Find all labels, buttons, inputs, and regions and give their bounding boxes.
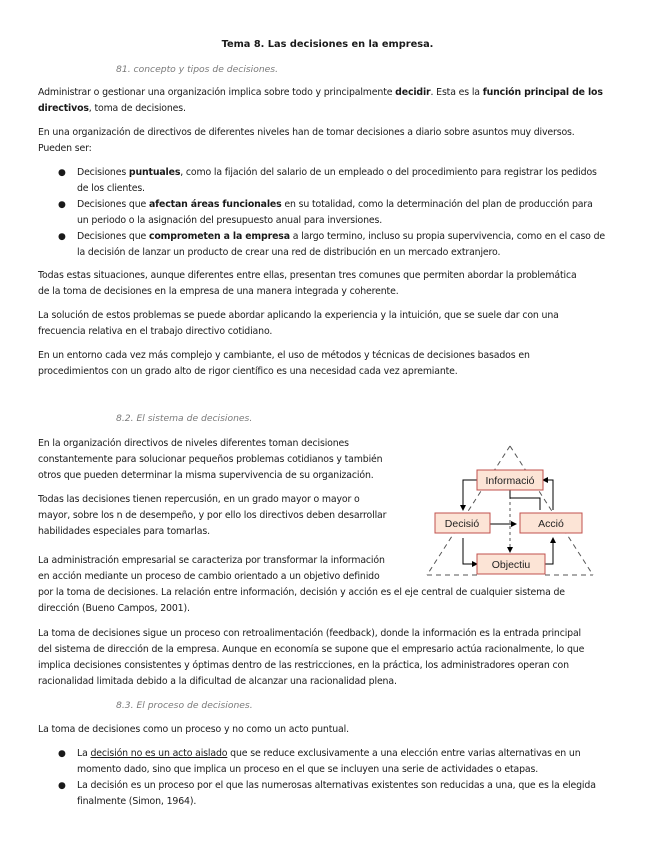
decision-system-diagram — [425, 440, 625, 585]
section-heading-3: 8.3. El proceso de decisiones. — [116, 700, 253, 711]
paragraph-4: La solución de estos problemas se puede abordar aplicando la experiencia y la intuición, que se suele dar con una frecuencia relativa en el trabajo directivo cotidiano. — [38, 310, 559, 337]
decision-label: Decisió — [444, 518, 480, 530]
section-heading-2: 8.2. El sistema de decisiones. — [116, 413, 253, 424]
bullet-icon: ● — [58, 168, 66, 178]
list-item: La decisión es un proceso por el que las numerosas alternativas existentes son reducidas a una, que es la elegida finalmente (Simon, 1964). — [77, 780, 596, 807]
page-title: Tema 8. Las decisiones en la empresa. — [221, 39, 434, 50]
bullet-icon: ● — [58, 781, 66, 791]
paragraph-7: Todas las decisiones tienen repercusión, en un grado mayor o mayor o mayor, sobre los n de desempeño, y por ello los directivos deben desarrollar habilidades especiales para tomarlas. — [38, 494, 387, 537]
bullet-icon: ● — [58, 232, 66, 242]
section-heading-1: 81. concepto y tipos de decisiones. — [116, 64, 279, 75]
bullet-icon: ● — [58, 749, 66, 759]
list-item: Decisiones que afectan áreas funcionales en su totalidad, como la determinación del plan de producción para un periodo o la asignación del presupuesto anual para inversiones. — [77, 199, 593, 226]
paragraph-1: Administrar o gestionar una organización implica sobre todo y principalmente decidir. Esta es la función principal de los directivos, toma de decisiones. — [38, 87, 603, 114]
information-label: Informació — [485, 475, 535, 487]
paragraph-9: La toma de decisiones sigue un proceso con retroalimentación (feedback), donde la información es la entrada principal del sistema de dirección de la empresa. Aunque en economía se supone que el empresario actúa racionalmente, lo que implica decisiones consistentes y óptimas dentro de las restricciones, en la práctica, los administradores operan con racionalidad limitada debido a la dificultad de alcanzar una racionalidad plena. — [38, 628, 585, 687]
paragraph-6: En la organización directivos de niveles diferentes toman decisiones constantemente para solucionar pequeños problemas cotidianos y también otros que pueden determinar la misma supervivencia de su organización. — [38, 438, 383, 481]
list-item: Decisiones puntuales, como la fijación del salario de un empleado o del procedimiento para registrar los pedidos de los clientes. — [77, 167, 597, 194]
objective-label: Objectiu — [491, 559, 531, 571]
paragraph-10: La toma de decisiones como un proceso y no como un acto puntual. — [38, 724, 349, 735]
paragraph-5: En un entorno cada vez más complejo y cambiante, el uso de métodos y técnicas de decisiones basados en procedimientos con un grado alto de rigor científico es una necesidad cada vez apremiante. — [38, 350, 530, 377]
bullet-icon: ● — [58, 200, 66, 210]
paragraph-8: La administración empresarial se caracteriza por transformar la información en acción mediante un proceso de cambio orientado a un objetivo definido por la toma de decisiones. La relación entre información, decisión y acción es el eje central de cualquier sistema de dirección (Bueno Campos, 2001). — [38, 555, 565, 614]
paragraph-2: En una organización de directivos de diferentes niveles han de tomar decisiones a diario sobre asuntos muy diversos. Pueden ser: — [38, 127, 575, 154]
action-label: Acció — [538, 518, 564, 530]
list-item: La decisión no es un acto aislado que se reduce exclusivamente a una elección entre varias alternativas en un momento dado, sino que implica un proceso en el que se incluyen una serie de actividades o etapas. — [77, 748, 581, 775]
list-item: Decisiones que comprometen a la empresa a largo termino, incluso su propia supervivencia, como en el caso de la decisión de lanzar un producto de crear una red de distribución en un mercado extranjero. — [77, 231, 606, 258]
paragraph-3: Todas estas situaciones, aunque diferentes entre ellas, presentan tres comunes que permiten abordar la problemática de la toma de decisiones en la empresa de una manera integrada y coherente. — [38, 270, 577, 297]
